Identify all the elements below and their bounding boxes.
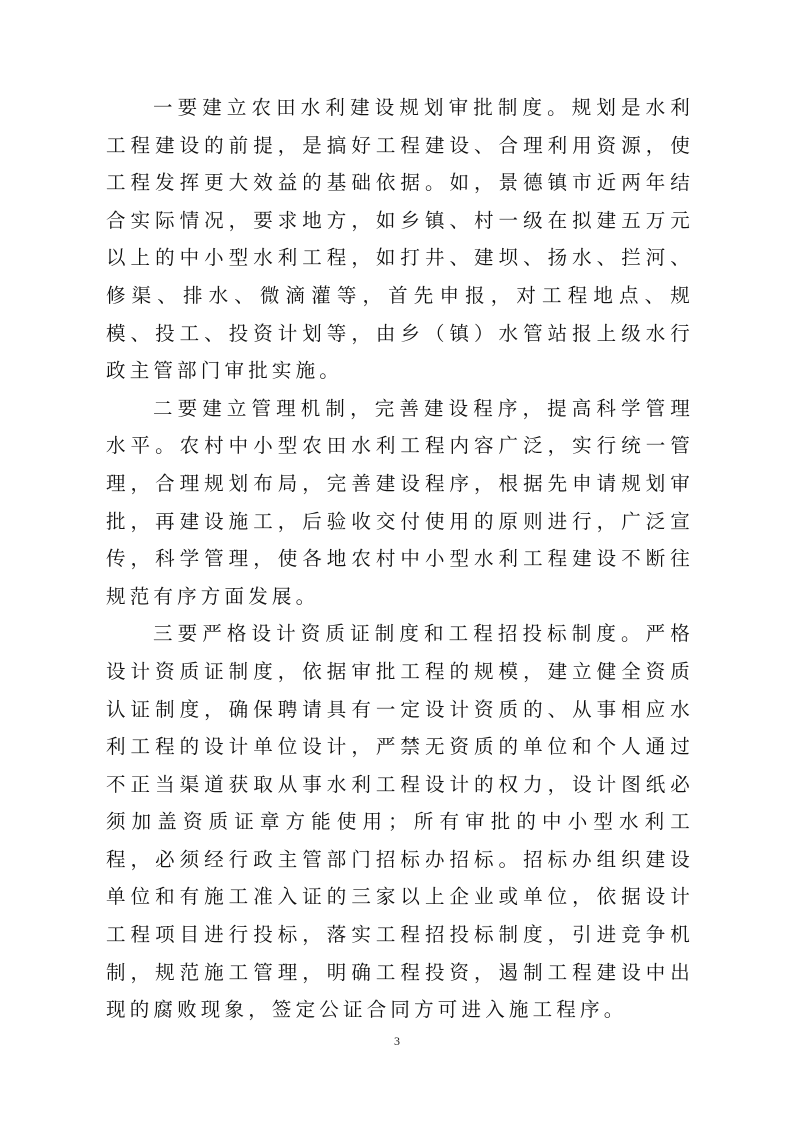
page-number: 3 [394, 1034, 400, 1048]
paragraph-2: 二要建立管理机制，完善建设程序，提高科学管理水平。农村中小型农田水利工程内容广泛，实行统一管理，合理规划布局，完善建设程序，根据先申请规划审批，再建设施工，后验收交付使用的原则进行，广泛宣传，科学管理，使各地农村中小型水利工程建设不断往规范有序方面发展。 [106, 396, 694, 608]
body-text [106, 89, 694, 1029]
paragraph-1: 一要建立农田水利建设规划审批制度。规划是水利工程建设的前提，是搞好工程建设、合理利用资源，使工程发挥更大效益的基础依据。如，景德镇市近两年结合实际情况，要求地方，如乡镇、村一级在拟建五万元以上的中小型水利工程，如打井、建坝、扬水、拦河、修渠、排水、微滴灌等，首先申报，对工程地点、规模、投工、投资计划等，由乡（镇）水管站报上级水行政主管部门审批实施。 [106, 96, 694, 383]
paragraph-3: 三要严格设计资质证制度和工程招投标制度。严格设计资质证制度，依据审批工程的规模，建立健全资质认证制度，确保聘请具有一定设计资质的、从事相应水利工程的设计单位设计，严禁无资质的单位和个人通过不正当渠道获取从事水利工程设计的权力，设计图纸必须加盖资质证章方能使用；所有审批的中小型水利工程，必须经行政主管部门招标办招标。招标办组织建设单位和有施工准入证的三家以上企业或单位，依据设计工程项目进行投标，落实工程招投标制度，引进竞争机制，规范施工管理，明确工程投资，遏制工程建设中出现的腐败现象，签定公证合同方可进入施工程序。 [106, 622, 694, 1022]
